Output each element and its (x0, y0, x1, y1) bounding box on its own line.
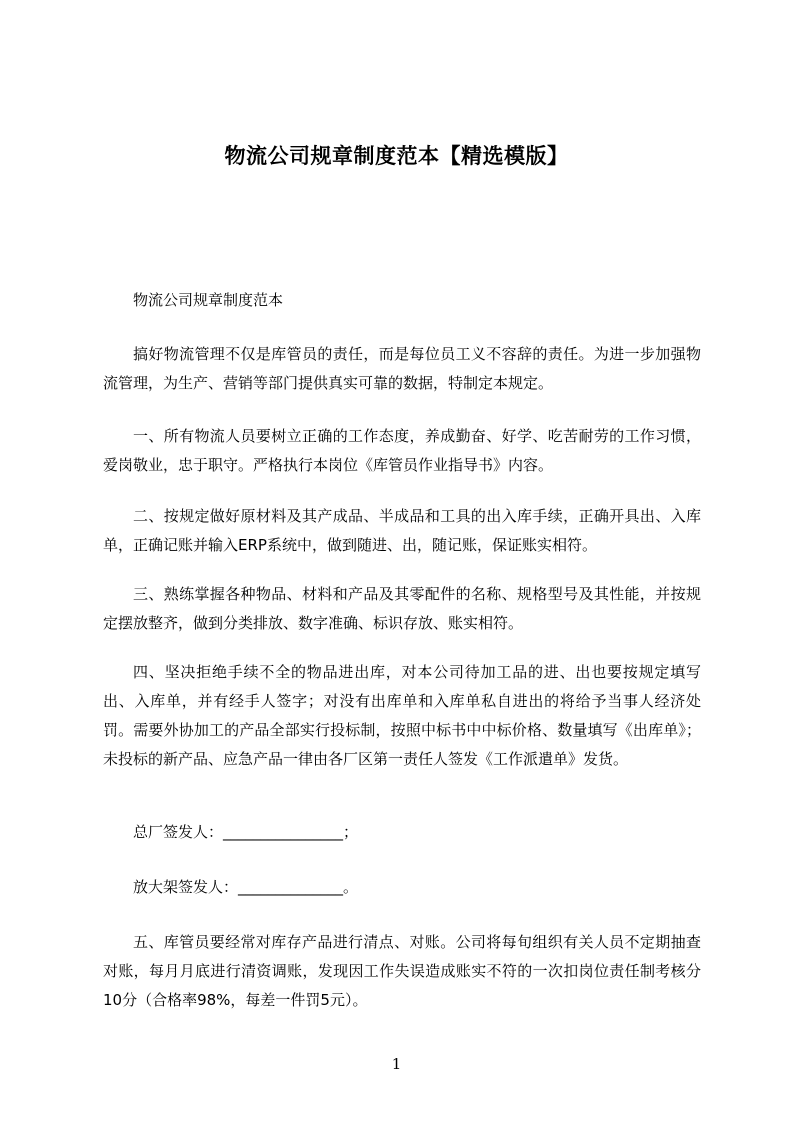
document-subtitle: 物流公司规章制度范本 (133, 291, 284, 309)
document-title: 物流公司规章制度范本【精选模版】 (224, 144, 569, 168)
paragraph-rule-5: 五、库管员要经常对库存产品进行清点、对账。公司将每旬组织有关人员不定期抽查对账，每月月底进行清资调账，发现因工作失误造成账实不符的一次扣岗位责任制考核分10分（合格率98%，每差一件罚5元）。 (103, 933, 701, 1009)
signer-line-main-factory: 总厂签发人：________________； (133, 823, 359, 841)
paragraph-rule-2: 二、按规定做好原材料及其产成品、半成品和工具的出入库手续，正确开具出、入库单，正确记账并输入ERP系统中，做到随进、出，随记账，保证账实相符。 (103, 507, 701, 554)
paragraph-rule-3: 三、熟练掌握各种物品、材料和产品及其零配件的名称、规格型号及其性能，并按规定摆放整齐，做到分类排放、数字准确、标识存放、账实相符。 (103, 585, 701, 632)
paragraph-rule-4: 四、坚决拒绝手续不全的物品进出库，对本公司待加工品的进、出也要按规定填写出、入库单，并有经手人签字；对没有出库单和入库单私自进出的将给予当事人经济处罚。需要外协加工的产品全部实行投标制，按照中标书中中标价格、数量填写《出库单》；未投标的新产品、应急产品一律由各厂区第一责任人签发《工作派遣单》发货。 (103, 663, 701, 768)
page-number: 1 (391, 1055, 402, 1073)
signer-line-amplifier-rack: 放大架签发人：______________。 (133, 878, 359, 896)
paragraph-intro: 搞好物流管理不仅是库管员的责任，而是每位员工义不容辞的责任。为进一步加强物流管理，为生产、营销等部门提供真实可靠的数据，特制定本规定。 (103, 345, 701, 392)
paragraph-rule-1: 一、所有物流人员要树立正确的工作态度，养成勤奋、好学、吃苦耐劳的工作习惯，爱岗敬业，忠于职守。严格执行本岗位《库管员作业指导书》内容。 (103, 427, 701, 474)
